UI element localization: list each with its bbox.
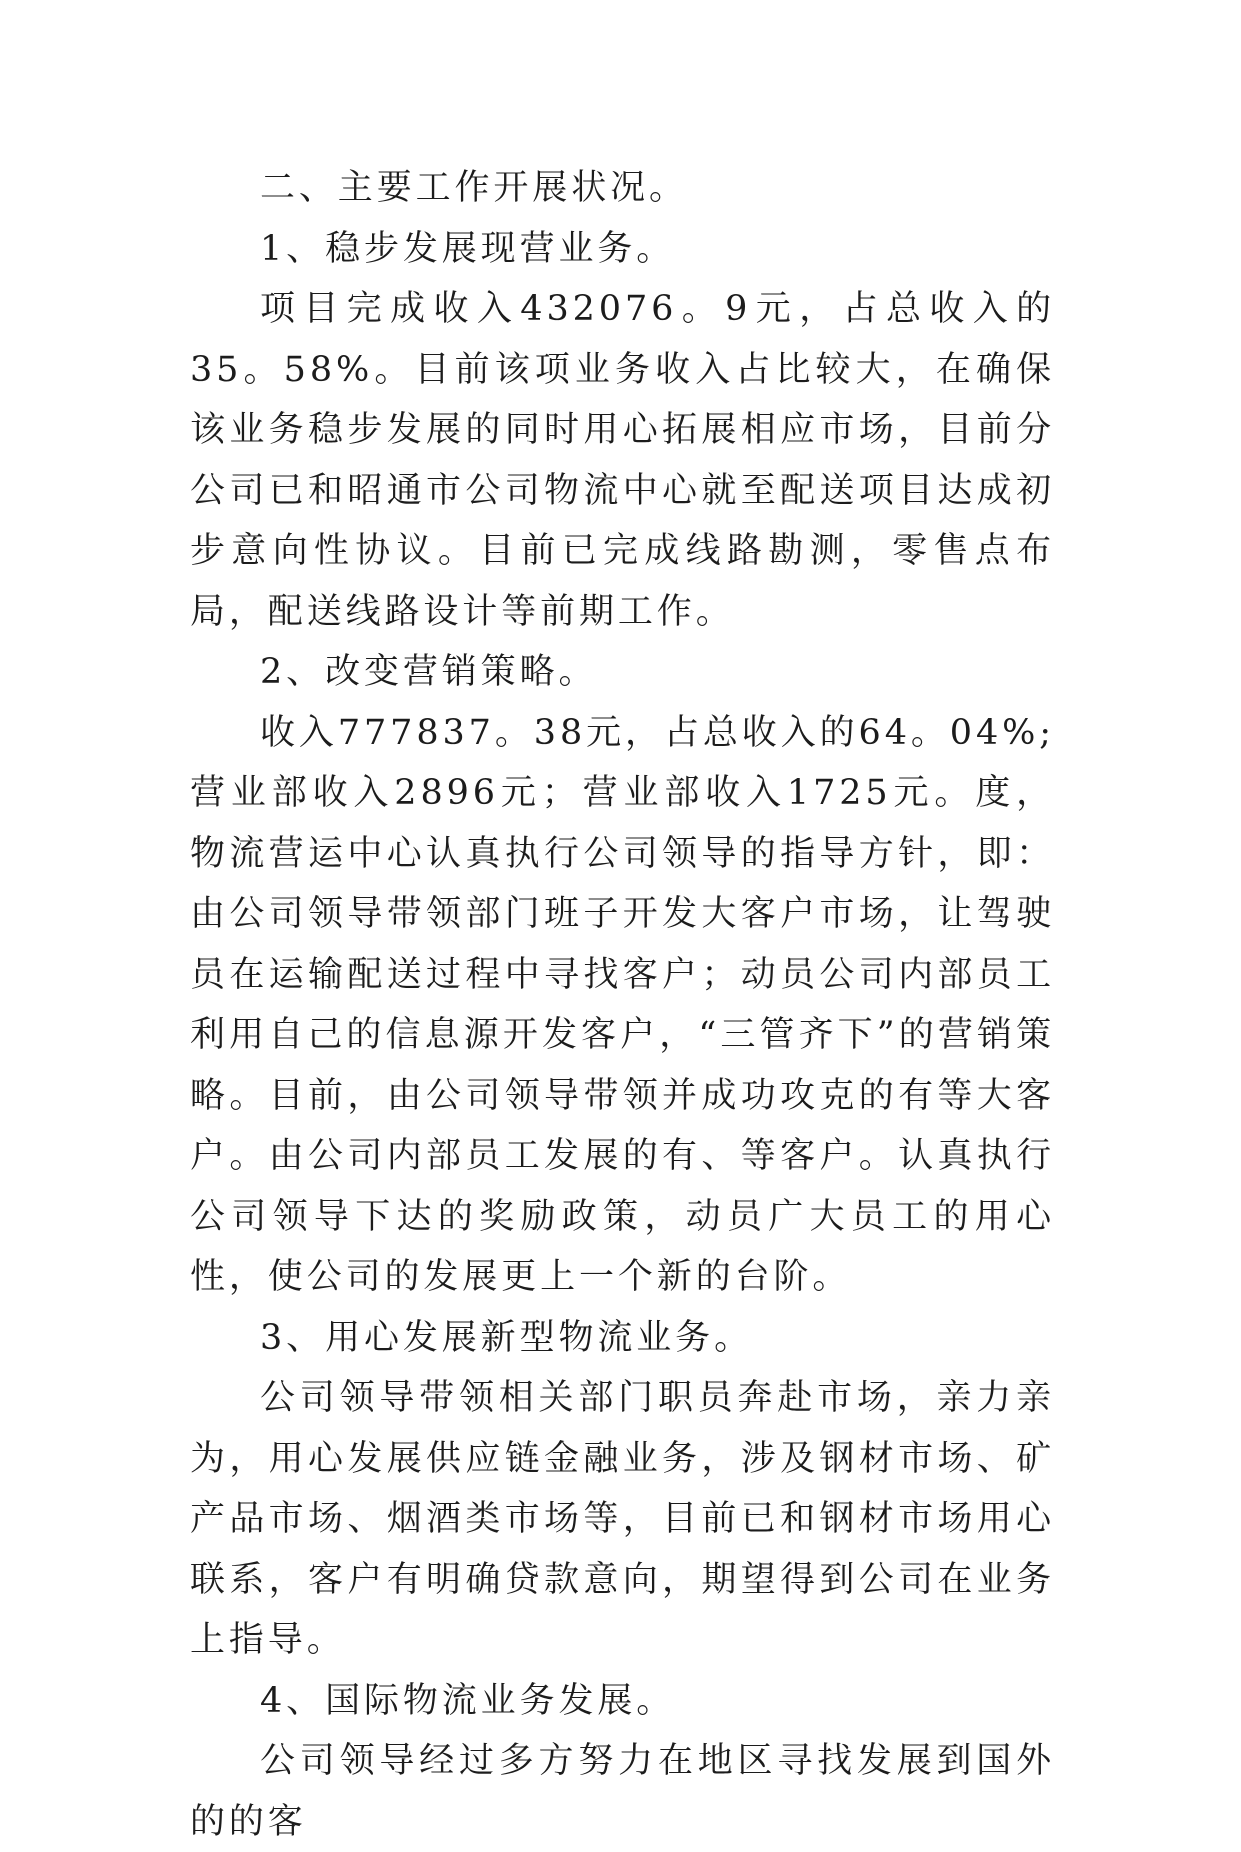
subheading-international-logistics: 4、国际物流业务发展。 xyxy=(260,1680,676,1721)
paragraph-new-logistics: 公司领导带领相关部门职员奔赴市场，亲力亲为，用心发展供应链金融业务，涉及钢材市场、矿产品市场、烟酒类市场等，目前已和钢材市场用心联系，客户有明确贷款意向，期望得到公司在业务上指导。 xyxy=(190,1378,1055,1660)
document-body xyxy=(190,158,1055,1852)
subheading-marketing-strategy: 2、改变营销策略。 xyxy=(260,652,598,692)
section-heading-main-work: 二、主要工作开展状况。 xyxy=(260,168,688,208)
paragraph-marketing-strategy: 收入777837。38元，占总收入的64。04%;营业部收入2896元；营业部收入1725元。度，物流营运中心认真执行公司领导的指导方针，即：由公司领导带领部门班子开发大客户市场，让驾驶员在运输配送过程中寻找客户；动员公司内部员工利用自己的信息源开发客户，“三管齐下”的营销策略。目前，由公司领导带领并成功攻克的有等大客户。由公司内部员工发展的有、等客户。认真执行公司领导下达的奖励政策，动员广大员工的用心性，使公司的发展更上一个新的台阶。 xyxy=(190,712,1055,1297)
subheading-current-business: 1、稳步发展现营业务。 xyxy=(260,228,676,269)
paragraph-international-logistics: 公司领导经过多方努力在地区寻找发展到国外的的客 xyxy=(190,1741,1055,1842)
paragraph-current-business: 项目完成收入432076。9元，占总收入的35。58%。目前该项业务收入占比较大，在确保该业务稳步发展的同时用心拓展相应市场，目前分公司已和昭通市公司物流中心就至配送项目达成初步意向性协议。目前已完成线路勘测，零售点布局，配送线路设计等前期工作。 xyxy=(190,289,1055,632)
subheading-new-logistics: 3、用心发展新型物流业务。 xyxy=(260,1317,753,1358)
